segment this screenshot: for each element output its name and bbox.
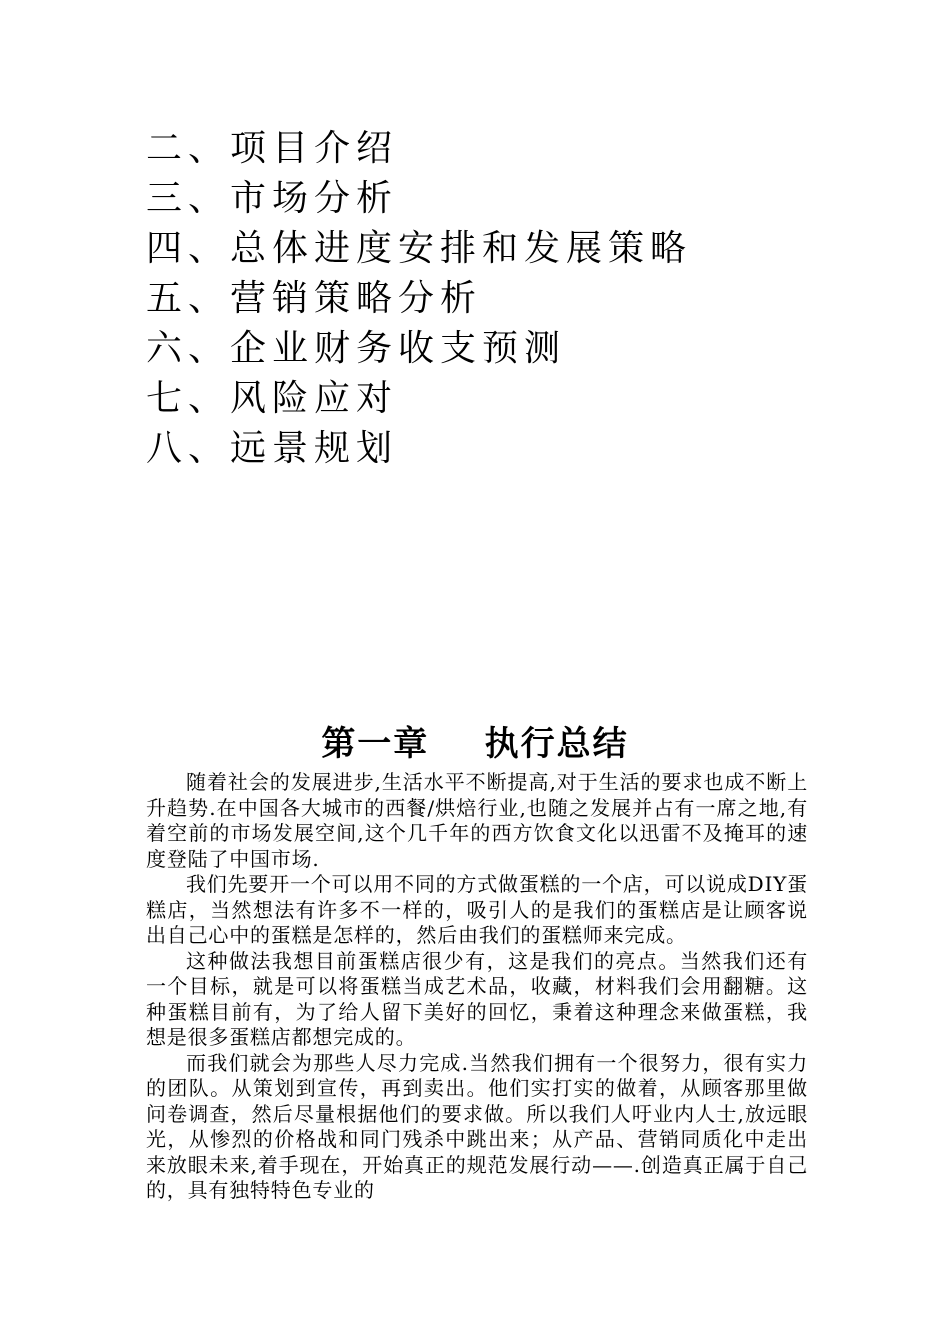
toc-item-project-intro: 二、项目介绍 (146, 128, 399, 169)
toc-item-financial-forecast: 六、企业财务收支预测 (146, 328, 567, 369)
toc-item-market-analysis: 三、市场分析 (146, 178, 399, 219)
body-paragraph: 随着社会的发展进步,生活水平不断提高,对于生活的要求也成不断上升趋势.在中国各大城市的西餐/烘焙行业,也随之发展并占有一席之地,有着空前的市场发展空间,这个几千年的西方饮食文化以迅雷不及掩耳的速度登陆了中国市场. (146, 770, 808, 871)
chapter-body (146, 770, 808, 1204)
table-of-contents (146, 124, 846, 474)
toc-item-risk-response: 七、风险应对 (146, 378, 399, 419)
body-paragraph: 我们先要开一个可以用不同的方式做蛋糕的一个店，可以说成DIY蛋糕店，当然想法有许多不一样的，吸引人的是我们的蛋糕店是让顾客说出自己心中的蛋糕是怎样的，然后由我们的蛋糕师来完成。 (146, 872, 808, 947)
chapter-title: 第一章 执行总结 (321, 723, 629, 764)
toc-item-schedule-strategy: 四、总体进度安排和发展策略 (146, 228, 693, 269)
body-paragraph: 而我们就会为那些人尽力完成.当然我们拥有一个很努力，很有实力的团队。从策划到宣传，再到卖出。他们实打实的做着，从顾客那里做问卷调查，然后尽量根据他们的要求做。所以我们人吁业内人士,放远眼光，从惨烈的价格战和同门残杀中跳出来；从产品、营销同质化中走出来放眼未来,着手现在，开始真正的规范发展行动——.创造真正属于自己的，具有独特特色专业的 (146, 1050, 808, 1202)
body-paragraph: 这种做法我想目前蛋糕店很少有，这是我们的亮点。当然我们还有一个目标，就是可以将蛋糕当成艺术品，收藏，材料我们会用翻糖。这种蛋糕目前有，为了给人留下美好的回忆，秉着这种理念来做蛋糕，我想是很多蛋糕店都想完成的。 (146, 948, 808, 1049)
toc-item-marketing-strategy: 五、营销策略分析 (146, 278, 483, 319)
toc-item-vision-plan: 八、远景规划 (146, 428, 399, 469)
